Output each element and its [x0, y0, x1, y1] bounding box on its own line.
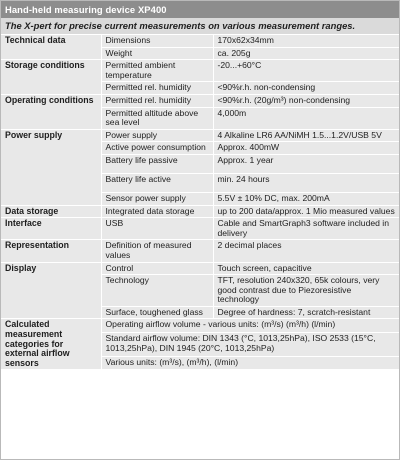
row-label: Sensor power supply	[101, 192, 213, 205]
row-label: Integrated data storage	[101, 205, 213, 218]
row-value: Approx. 1 year	[213, 154, 399, 173]
category-operating-conditions: Operating conditions	[1, 94, 101, 129]
calc-line-operating: Operating airflow volume - various units: (m³/s) (m³/h) (l/min)	[101, 319, 399, 333]
row-value: ca. 205g	[213, 47, 399, 60]
category-technical-data: Technical data	[1, 35, 101, 60]
category-interface: Interface	[1, 218, 101, 240]
row-label: Permitted rel. humidity	[101, 94, 213, 107]
table-row	[1, 205, 399, 218]
row-label: Weight	[101, 47, 213, 60]
row-label: Active power consumption	[101, 142, 213, 155]
row-value: up to 200 data/approx. 1 Mio measured values	[213, 205, 399, 218]
category-representation: Representation	[1, 240, 101, 262]
calc-line-standard: Standard airflow volume: DIN 1343 (°C, 1013,25hPa), ISO 2533 (15°C, 1013,25hPa), DIN 1945 (20°C, 1013,25hPa)	[101, 333, 399, 357]
row-label: Control	[101, 262, 213, 275]
row-value: <90%r.h. non-condensing	[213, 82, 399, 95]
row-value: <90%r.h. (20g/m³) non-condensing	[213, 94, 399, 107]
row-label: Technology	[101, 275, 213, 307]
row-label: Power supply	[101, 129, 213, 142]
table-row	[1, 60, 399, 82]
table-row	[1, 129, 399, 142]
row-label: Permitted altitude above sea level	[101, 107, 213, 129]
table-row	[1, 240, 399, 262]
row-label: Battery life passive	[101, 154, 213, 173]
row-label: Permitted ambient temperature	[101, 60, 213, 82]
category-power-supply: Power supply	[1, 129, 101, 205]
row-value: Cable and SmartGraph3 software included in delivery	[213, 218, 399, 240]
row-value: -20...+60°C	[213, 60, 399, 82]
row-value: Approx. 400mW	[213, 142, 399, 155]
table-row	[1, 319, 399, 333]
row-value: 4,000m	[213, 107, 399, 129]
datasheet-title: Hand-held measuring device XP400	[1, 1, 399, 18]
row-label: Surface, toughened glass	[101, 306, 213, 319]
table-row	[1, 94, 399, 107]
category-display: Display	[1, 262, 101, 319]
row-label: Definition of measured values	[101, 240, 213, 262]
calc-line-units: Various units: (m³/s), (m³/h), (l/min)	[101, 356, 399, 370]
table-row	[1, 35, 399, 47]
row-label: USB	[101, 218, 213, 240]
row-label: Dimensions	[101, 35, 213, 47]
row-value: 4 Alkaline LR6 AA/NiMH 1.5...1.2V/USB 5V	[213, 129, 399, 142]
row-value: 5.5V ± 10% DC, max. 200mA	[213, 192, 399, 205]
row-value: 2 decimal places	[213, 240, 399, 262]
row-value: TFT, resolution 240x320, 65k colours, very good contrast due to Piezoresistive technology	[213, 275, 399, 307]
row-value: Degree of hardness: 7, scratch-resistant	[213, 306, 399, 319]
category-data-storage: Data storage	[1, 205, 101, 218]
datasheet-subtitle: The X-pert for precise current measurements on various measurement ranges.	[1, 18, 399, 35]
row-value: min. 24 hours	[213, 173, 399, 192]
table-row	[1, 218, 399, 240]
category-storage-conditions: Storage conditions	[1, 60, 101, 95]
category-calculated-measurement: Calculated measurement categories for external airflow sensors	[1, 319, 101, 370]
table-row	[1, 262, 399, 275]
spec-table	[1, 35, 399, 370]
row-value: 170x62x34mm	[213, 35, 399, 47]
row-label: Permitted rel. humidity	[101, 82, 213, 95]
row-label: Battery life active	[101, 173, 213, 192]
row-value: Touch screen, capacitive	[213, 262, 399, 275]
